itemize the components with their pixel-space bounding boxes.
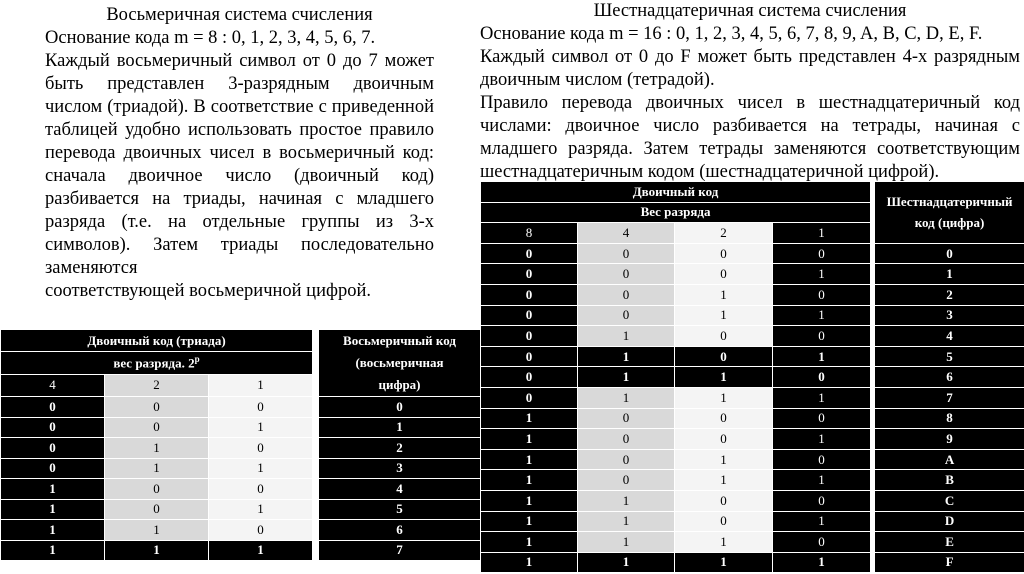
- octal-header-result-line1: Восьмеричный код: [343, 333, 456, 348]
- hex-bit-cell: 1: [773, 552, 871, 573]
- hex-bit-cell: 1: [675, 387, 773, 408]
- hex-table-row: [481, 552, 1024, 573]
- hex-weight-cell: 4: [578, 223, 675, 244]
- hex-table-row: [481, 326, 1024, 347]
- hex-header-result-line2: код (цифра): [914, 215, 985, 231]
- hex-table-row: [481, 470, 1024, 491]
- octal-bit-cell: 1: [1, 540, 105, 561]
- octal-header-weight: [1, 352, 313, 374]
- octal-bit-cell: 0: [209, 397, 313, 418]
- octal-digit-cell: 1: [319, 417, 481, 438]
- hex-bit-cell: 0: [578, 243, 675, 264]
- octal-table-row: [1, 499, 481, 520]
- hex-bit-cell: 1: [773, 264, 871, 285]
- hex-digit-cell: 0: [875, 243, 1024, 264]
- hex-table-row: [481, 346, 1024, 367]
- hex-bit-cell: 0: [481, 387, 578, 408]
- octal-digit-cell: 6: [319, 520, 481, 541]
- hex-table-row: [481, 511, 1024, 532]
- hex-digit-cell: B: [875, 470, 1024, 491]
- hex-bit-cell: 0: [675, 264, 773, 285]
- octal-digit-cell: 2: [319, 438, 481, 459]
- hex-bit-cell: 0: [481, 305, 578, 326]
- hex-weight-cell: 1: [773, 223, 871, 244]
- hex-digit-cell: A: [875, 449, 1024, 470]
- octal-bit-cell: 0: [1, 417, 105, 438]
- hex-bit-cell: 1: [675, 284, 773, 305]
- octal-bit-cell: 0: [105, 397, 209, 418]
- octal-bit-cell: 0: [209, 520, 313, 541]
- hex-bit-cell: 1: [675, 532, 773, 553]
- octal-bit-cell: 0: [105, 499, 209, 520]
- octal-bit-cell: 1: [209, 458, 313, 479]
- hex-digit-cell: 1: [875, 264, 1024, 285]
- hex-bit-cell: 1: [481, 408, 578, 429]
- octal-bit-cell: 0: [105, 417, 209, 438]
- hex-table-row: [481, 305, 1024, 326]
- hex-bit-cell: 1: [773, 470, 871, 491]
- hex-bit-cell: 0: [675, 429, 773, 450]
- octal-title: Восьмеричная система счисления: [106, 5, 373, 25]
- octal-table-row: [1, 458, 481, 479]
- octal-bit-cell: 1: [1, 520, 105, 541]
- hex-digit-cell: 9: [875, 429, 1024, 450]
- hex-bit-cell: 0: [481, 264, 578, 285]
- hex-bit-cell: 0: [773, 367, 871, 388]
- hex-digit-cell: 2: [875, 284, 1024, 305]
- hex-bit-cell: 0: [578, 284, 675, 305]
- octal-table-row: [1, 417, 481, 438]
- hex-digit-cell: 5: [875, 346, 1024, 367]
- hex-bit-cell: 1: [481, 552, 578, 573]
- hex-digit-cell: D: [875, 511, 1024, 532]
- octal-bit-cell: 1: [1, 499, 105, 520]
- hex-digit-cell: 7: [875, 387, 1024, 408]
- hex-bit-cell: 1: [773, 511, 871, 532]
- hex-bit-cell: 1: [481, 449, 578, 470]
- octal-bit-cell: 1: [209, 499, 313, 520]
- hex-digit-cell: 4: [875, 326, 1024, 347]
- octal-section-text: [45, 4, 434, 303]
- octal-description-tail: [45, 257, 434, 280]
- hex-bit-cell: 1: [578, 532, 675, 553]
- hex-base-line: Основание кода m = 16 : 0, 1, 2, 3, 4, 5, 6, 7, 8, 9, A, B, C, D, E, F.: [480, 24, 983, 44]
- hex-header-result-line1: Шестнадцатеричный: [886, 194, 1013, 210]
- hex-table-row: [481, 449, 1024, 470]
- octal-bit-cell: 1: [105, 458, 209, 479]
- hex-header-result: [875, 182, 1024, 244]
- hex-bit-cell: 1: [481, 490, 578, 511]
- hex-conversion-table: [480, 181, 1024, 573]
- hex-bit-cell: 1: [481, 470, 578, 491]
- hex-bit-cell: 1: [675, 449, 773, 470]
- hex-digit-cell: 3: [875, 305, 1024, 326]
- hex-section-text: [480, 0, 1020, 184]
- hex-bit-cell: 0: [481, 284, 578, 305]
- hex-table-row: [481, 532, 1024, 553]
- octal-bit-cell: 0: [209, 479, 313, 500]
- hex-weight-cell: 8: [481, 223, 578, 244]
- octal-digit-cell: 7: [319, 540, 481, 561]
- hex-bit-cell: 1: [481, 511, 578, 532]
- hex-bit-cell: 0: [773, 532, 871, 553]
- hex-bit-cell: 0: [481, 367, 578, 388]
- hex-bit-cell: 0: [773, 284, 871, 305]
- octal-table-row: [1, 540, 481, 561]
- hex-description-1: Каждый символ от 0 до F может быть представлен 4-х разрядным двоичным числом (тетрадой).: [480, 47, 1020, 90]
- hex-bit-cell: 0: [675, 490, 773, 511]
- hex-bit-cell: 0: [481, 326, 578, 347]
- hex-bit-cell: 0: [481, 346, 578, 367]
- hex-header-binary: Двоичный код: [481, 182, 871, 203]
- hex-bit-cell: 0: [578, 470, 675, 491]
- hex-table-row: [481, 367, 1024, 388]
- octal-header-result-line2: (восьмеричная: [355, 355, 444, 370]
- hex-bit-cell: 1: [481, 532, 578, 553]
- hex-bit-cell: 0: [675, 408, 773, 429]
- hex-bit-cell: 0: [675, 326, 773, 347]
- octal-table-row: [1, 479, 481, 500]
- hex-bit-cell: 0: [773, 449, 871, 470]
- hex-bit-cell: 0: [578, 408, 675, 429]
- hex-bit-cell: 0: [481, 243, 578, 264]
- hex-bit-cell: 1: [675, 552, 773, 573]
- hex-bit-cell: 1: [675, 305, 773, 326]
- hex-bit-cell: 0: [578, 449, 675, 470]
- hex-table-row: [481, 284, 1024, 305]
- octal-bit-cell: 1: [1, 479, 105, 500]
- octal-weight-cell: 2: [105, 374, 209, 396]
- hex-bit-cell: 0: [578, 429, 675, 450]
- octal-description: Каждый восьмеричный символ от 0 до 7 может быть представлен 3-разрядным двоичным числом (триадой). В соответствие с приведенной таблицей удобно использовать простое правило перевода двоичных чисел в восьмеричный код: сначала двоичное число (двоичный код) разбивается на триады, начиная с младшего разряда (т.е. на отдельные группы из 3-х символов). Затем триады последовательно: [45, 51, 434, 255]
- hex-description-2: Правило перевода двоичных чисел в шестнадцатеричный код числами: двоичное число разбивается на тетрады, начиная с младшего разряда. Затем тетрады заменяются соответствующим шестнадцатеричным кодом (шестнадцатеричной цифрой).: [480, 93, 1020, 182]
- octal-bit-cell: 0: [1, 458, 105, 479]
- octal-table-row: [1, 397, 481, 418]
- octal-bit-cell: 1: [209, 540, 313, 561]
- hex-table-row: [481, 429, 1024, 450]
- hex-bit-cell: 1: [481, 429, 578, 450]
- octal-digit-cell: 4: [319, 479, 481, 500]
- hex-digit-cell: C: [875, 490, 1024, 511]
- hex-digit-cell: E: [875, 532, 1024, 553]
- hex-bit-cell: 1: [773, 387, 871, 408]
- hex-table-row: [481, 264, 1024, 285]
- octal-description-tail-word: заменяются: [45, 258, 138, 278]
- hex-bit-cell: 1: [675, 470, 773, 491]
- octal-conversion-table: [0, 329, 481, 561]
- hex-bit-cell: 1: [773, 429, 871, 450]
- hex-bit-cell: 1: [578, 552, 675, 573]
- octal-bit-cell: 0: [209, 438, 313, 459]
- hex-bit-cell: 1: [578, 490, 675, 511]
- hex-bit-cell: 0: [773, 243, 871, 264]
- hex-title: Шестнадцатеричная система счисления: [593, 1, 907, 21]
- octal-bit-cell: 1: [105, 438, 209, 459]
- hex-bit-cell: 1: [578, 367, 675, 388]
- hex-bit-cell: 0: [773, 490, 871, 511]
- octal-weight-cell: 1: [209, 374, 313, 396]
- octal-header-result-line3: цифра): [378, 377, 421, 392]
- octal-bit-cell: 0: [105, 479, 209, 500]
- hex-bit-cell: 1: [578, 387, 675, 408]
- octal-digit-cell: 3: [319, 458, 481, 479]
- hex-bit-cell: 1: [578, 326, 675, 347]
- octal-bit-cell: 1: [105, 540, 209, 561]
- hex-digit-cell: F: [875, 552, 1024, 573]
- octal-table-row: [1, 438, 481, 459]
- octal-table-row: [1, 520, 481, 541]
- hex-table-row: [481, 490, 1024, 511]
- hex-bit-cell: 1: [773, 346, 871, 367]
- octal-header-result: [319, 330, 481, 397]
- hex-bit-cell: 1: [675, 367, 773, 388]
- octal-weight-cell: 4: [1, 374, 105, 396]
- hex-bit-cell: 1: [773, 305, 871, 326]
- octal-header-binary: Двоичный код (триада): [1, 330, 313, 352]
- hex-bit-cell: 1: [578, 511, 675, 532]
- hex-bit-cell: 1: [578, 346, 675, 367]
- hex-header-weight: Вес разряда: [481, 202, 871, 223]
- hex-digit-cell: 6: [875, 367, 1024, 388]
- octal-bit-cell: 1: [105, 520, 209, 541]
- octal-description-end: соответствующей восьмеричной цифрой.: [45, 281, 371, 301]
- octal-digit-cell: 0: [319, 397, 481, 418]
- hex-weight-cell: 2: [675, 223, 773, 244]
- hex-bit-cell: 0: [773, 408, 871, 429]
- octal-bit-cell: 0: [1, 397, 105, 418]
- hex-digit-cell: 8: [875, 408, 1024, 429]
- octal-base-line: Основание кода m = 8 : 0, 1, 2, 3, 4, 5, 6, 7.: [45, 28, 376, 48]
- octal-bit-cell: 0: [1, 438, 105, 459]
- hex-bit-cell: 0: [675, 243, 773, 264]
- hex-bit-cell: 0: [675, 346, 773, 367]
- octal-bit-cell: 1: [209, 417, 313, 438]
- hex-bit-cell: 0: [675, 511, 773, 532]
- hex-bit-cell: 0: [773, 326, 871, 347]
- hex-bit-cell: 0: [578, 264, 675, 285]
- octal-digit-cell: 5: [319, 499, 481, 520]
- hex-table-row: [481, 387, 1024, 408]
- hex-bit-cell: 0: [578, 305, 675, 326]
- octal-header-weight-sup: p: [194, 354, 200, 365]
- octal-header-weight-text: вес разряда. 2: [113, 355, 195, 371]
- hex-table-row: [481, 408, 1024, 429]
- hex-table-row: [481, 243, 1024, 264]
